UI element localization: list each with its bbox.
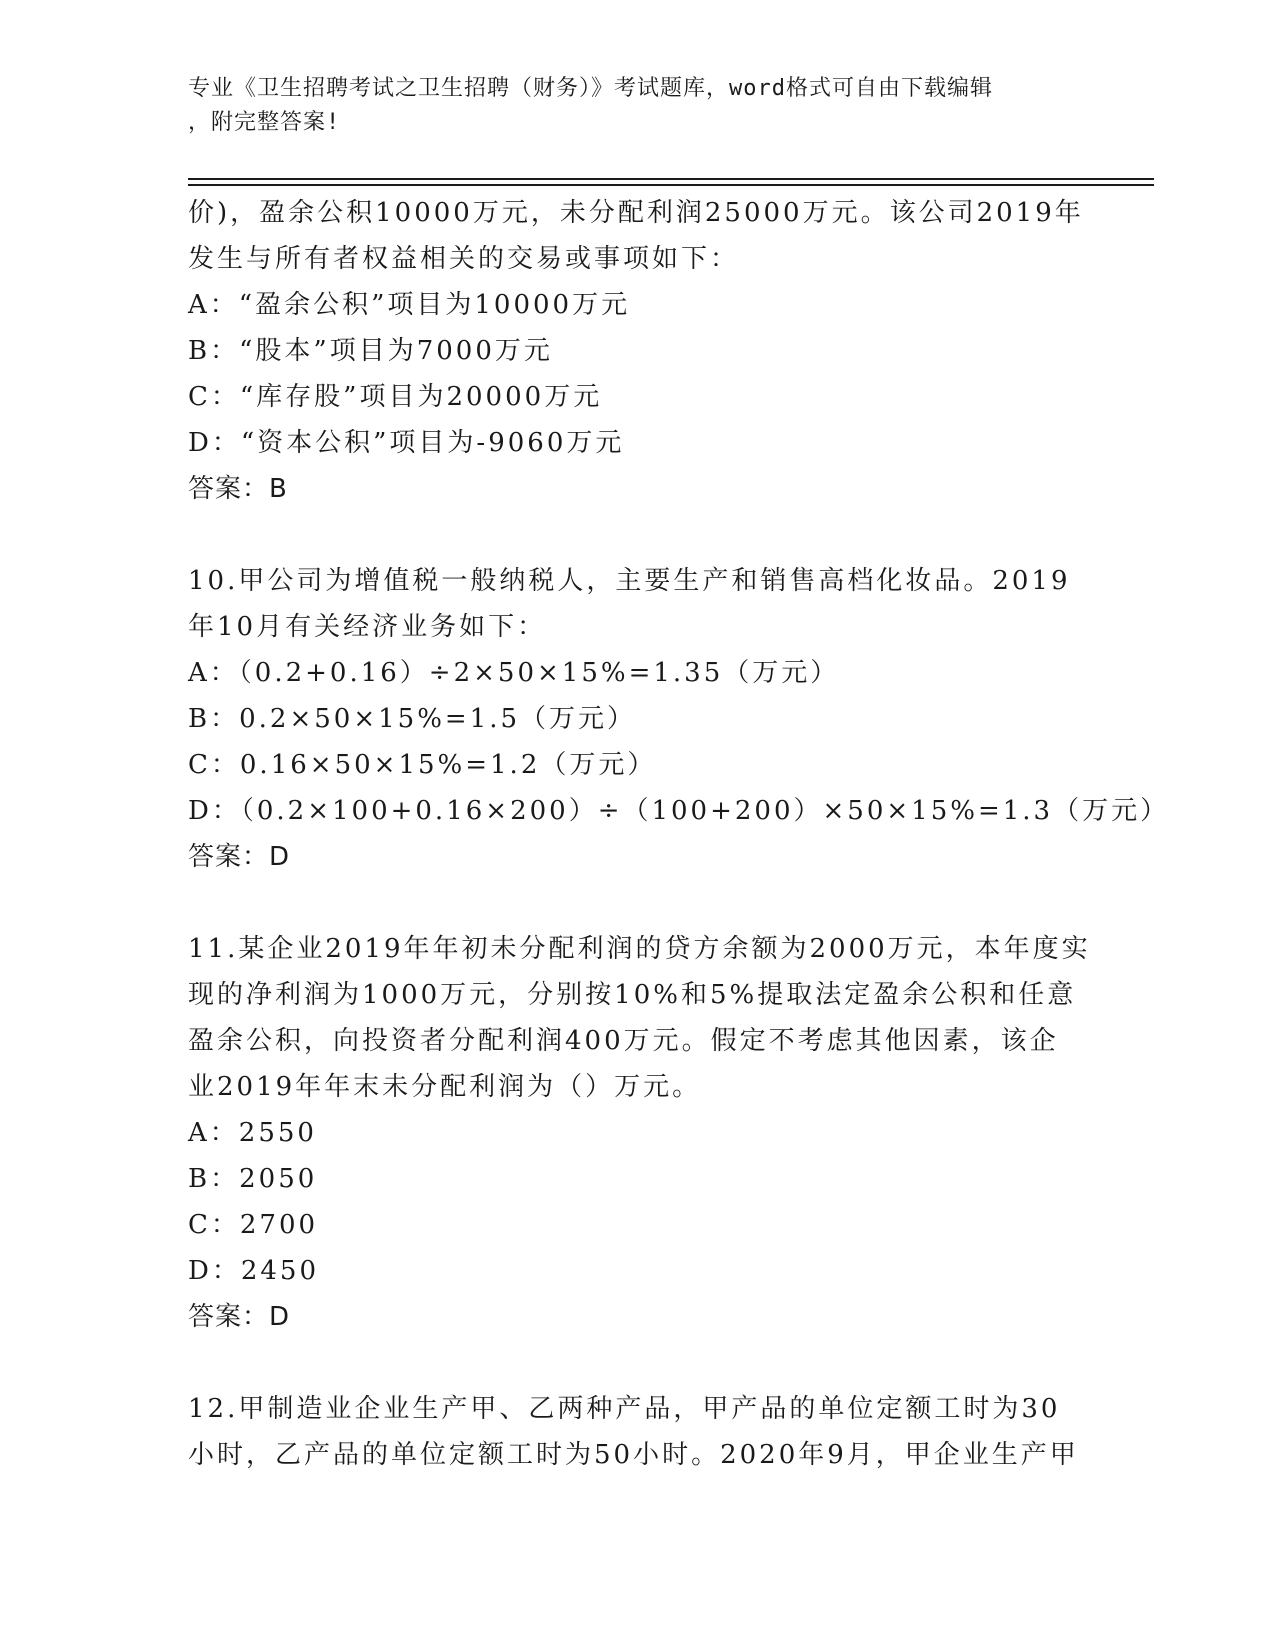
header-line-1: 专业《卫生招聘考试之卫生招聘（财务）》考试题库，word格式可自由下载编辑: [188, 76, 993, 101]
document-body: [188, 190, 1170, 1478]
option-d: D：（0.2×100+0.16×200）÷（100+200）×50×15%=1.3（万元）: [188, 796, 1170, 826]
option-a: A：2550: [188, 1118, 317, 1148]
question-stem-line: 年10月有关经济业务如下：: [188, 612, 547, 642]
question-11: [188, 926, 1091, 1340]
header-line-2: ，附完整答案!: [188, 110, 341, 135]
option-c: C：“库存股”项目为20000万元: [188, 382, 603, 412]
question-spacer: [188, 512, 1088, 558]
answer-line: 答案：B: [188, 474, 288, 504]
option-d: D：2450: [188, 1256, 320, 1286]
option-a: A：（0.2+0.16）÷2×50×15%=1.35（万元）: [188, 658, 840, 688]
question-spacer: [188, 880, 1088, 926]
option-b: B：2050: [188, 1164, 318, 1194]
header-divider-top: [188, 178, 1154, 180]
question-stem-line: 现的净利润为1000万元，分别按10%和5%提取法定盈余公积和任意: [188, 980, 1077, 1010]
option-b: B：0.2×50×15%=1.5（万元）: [188, 704, 637, 734]
question-stem-line: 盈余公积，向投资者分配利润400万元。假定不考虑其他因素，该企: [188, 1026, 1059, 1056]
answer-line: 答案：D: [188, 1302, 291, 1332]
option-c: C：0.16×50×15%=1.2（万元）: [188, 750, 657, 780]
option-c: C：2700: [188, 1210, 319, 1240]
question-9: [188, 190, 1088, 512]
question-spacer: [188, 1340, 1088, 1386]
header-divider-bottom: [188, 184, 1154, 186]
question-stem-line: 11.某企业2019年年初未分配利润的贷方余额为2000万元，本年度实: [188, 934, 1091, 964]
option-a: A：“盈余公积”项目为10000万元: [188, 290, 631, 320]
question-stem-line: 价)，盈余公积10000万元，未分配利润25000万元。该公司2019年: [188, 198, 1084, 228]
option-b: B：“股本”项目为7000万元: [188, 336, 553, 366]
document-header: [188, 72, 1088, 140]
question-stem-line: 10.甲公司为增值税一般纳税人，主要生产和销售高档化妆品。2019: [188, 566, 1071, 596]
option-d: D：“资本公积”项目为-9060万元: [188, 428, 625, 458]
question-stem-line: 发生与所有者权益相关的交易或事项如下：: [188, 244, 740, 274]
question-10: [188, 558, 1170, 880]
question-stem-line: 12.甲制造业企业生产甲、乙两种产品，甲产品的单位定额工时为30: [188, 1394, 1061, 1424]
question-stem-line: 业2019年年末未分配利润为（）万元。: [188, 1072, 702, 1102]
answer-line: 答案：D: [188, 842, 291, 872]
question-12: [188, 1386, 1088, 1478]
question-stem-line: 小时，乙产品的单位定额工时为50小时。2020年9月，甲企业生产甲: [188, 1440, 1079, 1470]
